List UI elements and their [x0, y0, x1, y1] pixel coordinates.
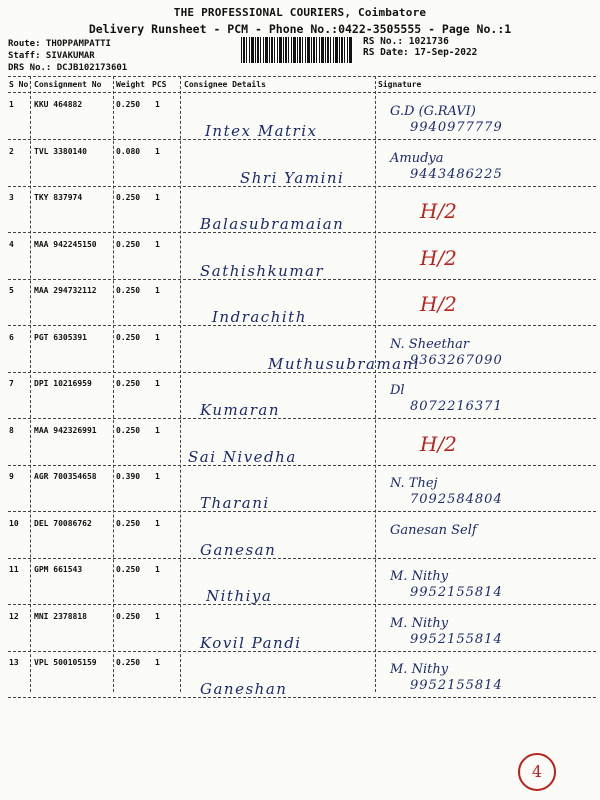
row-phone-handwritten: 9952155814: [410, 631, 503, 647]
row-divider: [8, 325, 596, 326]
col-divider: [113, 76, 114, 692]
row-pcs: 1: [155, 193, 160, 202]
row-weight: 0.250: [116, 611, 141, 621]
row-consignee-handwritten: Sai Nivedha: [188, 447, 297, 466]
row-pcs: 1: [155, 286, 160, 295]
row-signature: N. Sheethar: [390, 336, 470, 352]
row-phone-handwritten: 9952155814: [410, 585, 503, 600]
row-divider: [8, 651, 596, 652]
row-pcs: 1: [155, 239, 160, 249]
row-signature: Ganesan Self: [390, 522, 477, 538]
row-weight: 0.250: [116, 658, 141, 667]
row-pcs: 1: [155, 658, 160, 667]
row-consignee-handwritten: Shri Yamini: [240, 168, 345, 187]
row-consignee-handwritten: Kovil Pandi: [200, 633, 302, 652]
row-weight: 0.080: [116, 146, 141, 156]
row-divider: [8, 279, 596, 280]
row-consignee-handwritten: Kumaran: [200, 401, 280, 419]
runsheet-subtitle: Delivery Runsheet - PCM - Phone No.:0422-3505555 - Page No.:1: [88, 22, 512, 36]
row-divider: [8, 418, 596, 419]
row-divider: [8, 372, 596, 373]
row-consignee-handwritten: Ganeshan: [200, 680, 288, 698]
row-signature: M. Nithy: [390, 662, 449, 677]
row-consignment-no: DPI 10216959: [34, 379, 92, 388]
row-phone-handwritten: 9443486225: [410, 166, 503, 182]
staff-label: Staff: SIVAKUMAR: [8, 51, 95, 61]
row-consignment-no: DEL 70086762: [34, 518, 92, 528]
col-divider: [375, 76, 376, 692]
col-header-sno: S No: [9, 80, 29, 89]
col-header-signature: Signature: [378, 80, 422, 89]
row-consignment-no: TKY 837974: [34, 193, 83, 202]
barcode: [241, 37, 353, 63]
row-consignment-no: AGR 700354658: [34, 472, 97, 481]
row-phone-handwritten: 9363267090: [410, 352, 503, 368]
col-header-consignee: Consignee Details: [184, 80, 266, 89]
row-pcs: 1: [155, 611, 160, 621]
company-title: THE PROFESSIONAL COURIERS, Coimbatore: [173, 6, 427, 19]
row-signature: G.D (G.RAVI): [390, 104, 476, 119]
row-weight: 0.390: [116, 472, 141, 481]
row-divider: [8, 604, 596, 605]
row-sno: 9: [9, 472, 14, 481]
row-consignee-handwritten: Tharani: [200, 494, 270, 512]
row-pcs: 1: [155, 472, 160, 481]
row-signature: H/2: [420, 431, 457, 456]
row-consignee-handwritten: Muthusubramani: [268, 354, 421, 373]
row-signature: Dl: [390, 383, 405, 398]
row-consignment-no: VPL 500105159: [34, 658, 97, 667]
row-consignee-handwritten: Indrachith: [212, 308, 307, 326]
row-sno: 10: [9, 518, 19, 528]
row-sno: 7: [9, 379, 14, 388]
row-pcs: 1: [155, 332, 160, 342]
row-weight: 0.250: [116, 565, 141, 574]
row-sno: 3: [9, 193, 14, 202]
route-label: Route: THOPPAMPATTI: [8, 39, 111, 49]
col-header-pcs: PCS: [152, 80, 167, 89]
row-divider: [8, 465, 596, 466]
row-consignee-handwritten: Sathishkumar: [200, 261, 325, 280]
row-sno: 4: [9, 239, 14, 249]
row-consignee-handwritten: Balasubramaian: [200, 215, 345, 233]
drs-number: DRS No.: DCJB102173601: [8, 63, 128, 73]
row-divider: [8, 511, 596, 512]
row-consignee-handwritten: Ganesan: [200, 540, 277, 559]
row-consignment-no: PGT 6305391: [34, 332, 87, 342]
row-consignment-no: KKU 464882: [34, 100, 83, 109]
row-sno: 6: [9, 332, 14, 342]
row-signature: H/2: [420, 199, 457, 223]
row-weight: 0.250: [116, 379, 141, 388]
row-consignment-no: MNI 2378818: [34, 611, 87, 621]
row-signature: M. Nithy: [390, 569, 449, 584]
row-sno: 13: [9, 658, 19, 667]
row-divider: [8, 232, 596, 233]
row-weight: 0.250: [116, 239, 141, 249]
col-divider: [180, 76, 181, 692]
col-divider: [30, 76, 31, 692]
row-weight: 0.250: [116, 518, 141, 528]
row-pcs: 1: [155, 146, 160, 156]
row-pcs: 1: [155, 100, 160, 109]
row-phone-handwritten: 9940977779: [410, 120, 503, 135]
row-weight: 0.250: [116, 425, 141, 435]
row-consignee-handwritten: Intex Matrix: [205, 122, 318, 140]
row-consignee-handwritten: Nithiya: [206, 587, 273, 605]
col-header-weight: Weight: [116, 80, 145, 89]
row-consignment-no: GPM 661543: [34, 565, 83, 574]
row-sno: 5: [9, 286, 14, 295]
row-weight: 0.250: [116, 286, 141, 295]
row-phone-handwritten: 7092584804: [410, 492, 503, 507]
row-pcs: 1: [155, 379, 160, 388]
row-signature: M. Nithy: [390, 615, 449, 631]
table-top-rule: [8, 76, 596, 77]
row-phone-handwritten: 9952155814: [410, 678, 503, 693]
row-sno: 2: [9, 146, 14, 156]
rs-number: RS No.: 1021736: [363, 36, 449, 47]
row-pcs: 1: [155, 425, 160, 435]
row-signature: H/2: [420, 245, 457, 270]
table-header-rule: [8, 92, 596, 93]
row-sno: 11: [9, 565, 19, 574]
row-sno: 1: [9, 100, 14, 109]
row-sno: 8: [9, 425, 14, 435]
col-header-consignment: Consignment No: [34, 80, 102, 89]
row-weight: 0.250: [116, 332, 141, 342]
row-weight: 0.250: [116, 100, 141, 109]
row-consignment-no: MAA 294732112: [34, 286, 97, 295]
row-signature: H/2: [420, 292, 457, 316]
row-signature: Amudya: [390, 150, 444, 166]
row-divider: [8, 697, 596, 698]
row-pcs: 1: [155, 518, 160, 528]
row-divider: [8, 558, 596, 559]
row-consignment-no: MAA 942245150: [34, 239, 97, 249]
page-mark: 4: [518, 753, 556, 791]
row-signature: N. Thej: [390, 476, 438, 491]
row-weight: 0.250: [116, 193, 141, 202]
row-pcs: 1: [155, 565, 160, 574]
row-consignment-no: TVL 3380140: [34, 146, 87, 156]
row-consignment-no: MAA 942326991: [34, 425, 97, 435]
row-divider: [8, 186, 596, 187]
row-divider: [8, 139, 596, 140]
rs-date: RS Date: 17-Sep-2022: [363, 47, 478, 58]
row-phone-handwritten: 8072216371: [410, 399, 503, 414]
row-sno: 12: [9, 611, 19, 621]
